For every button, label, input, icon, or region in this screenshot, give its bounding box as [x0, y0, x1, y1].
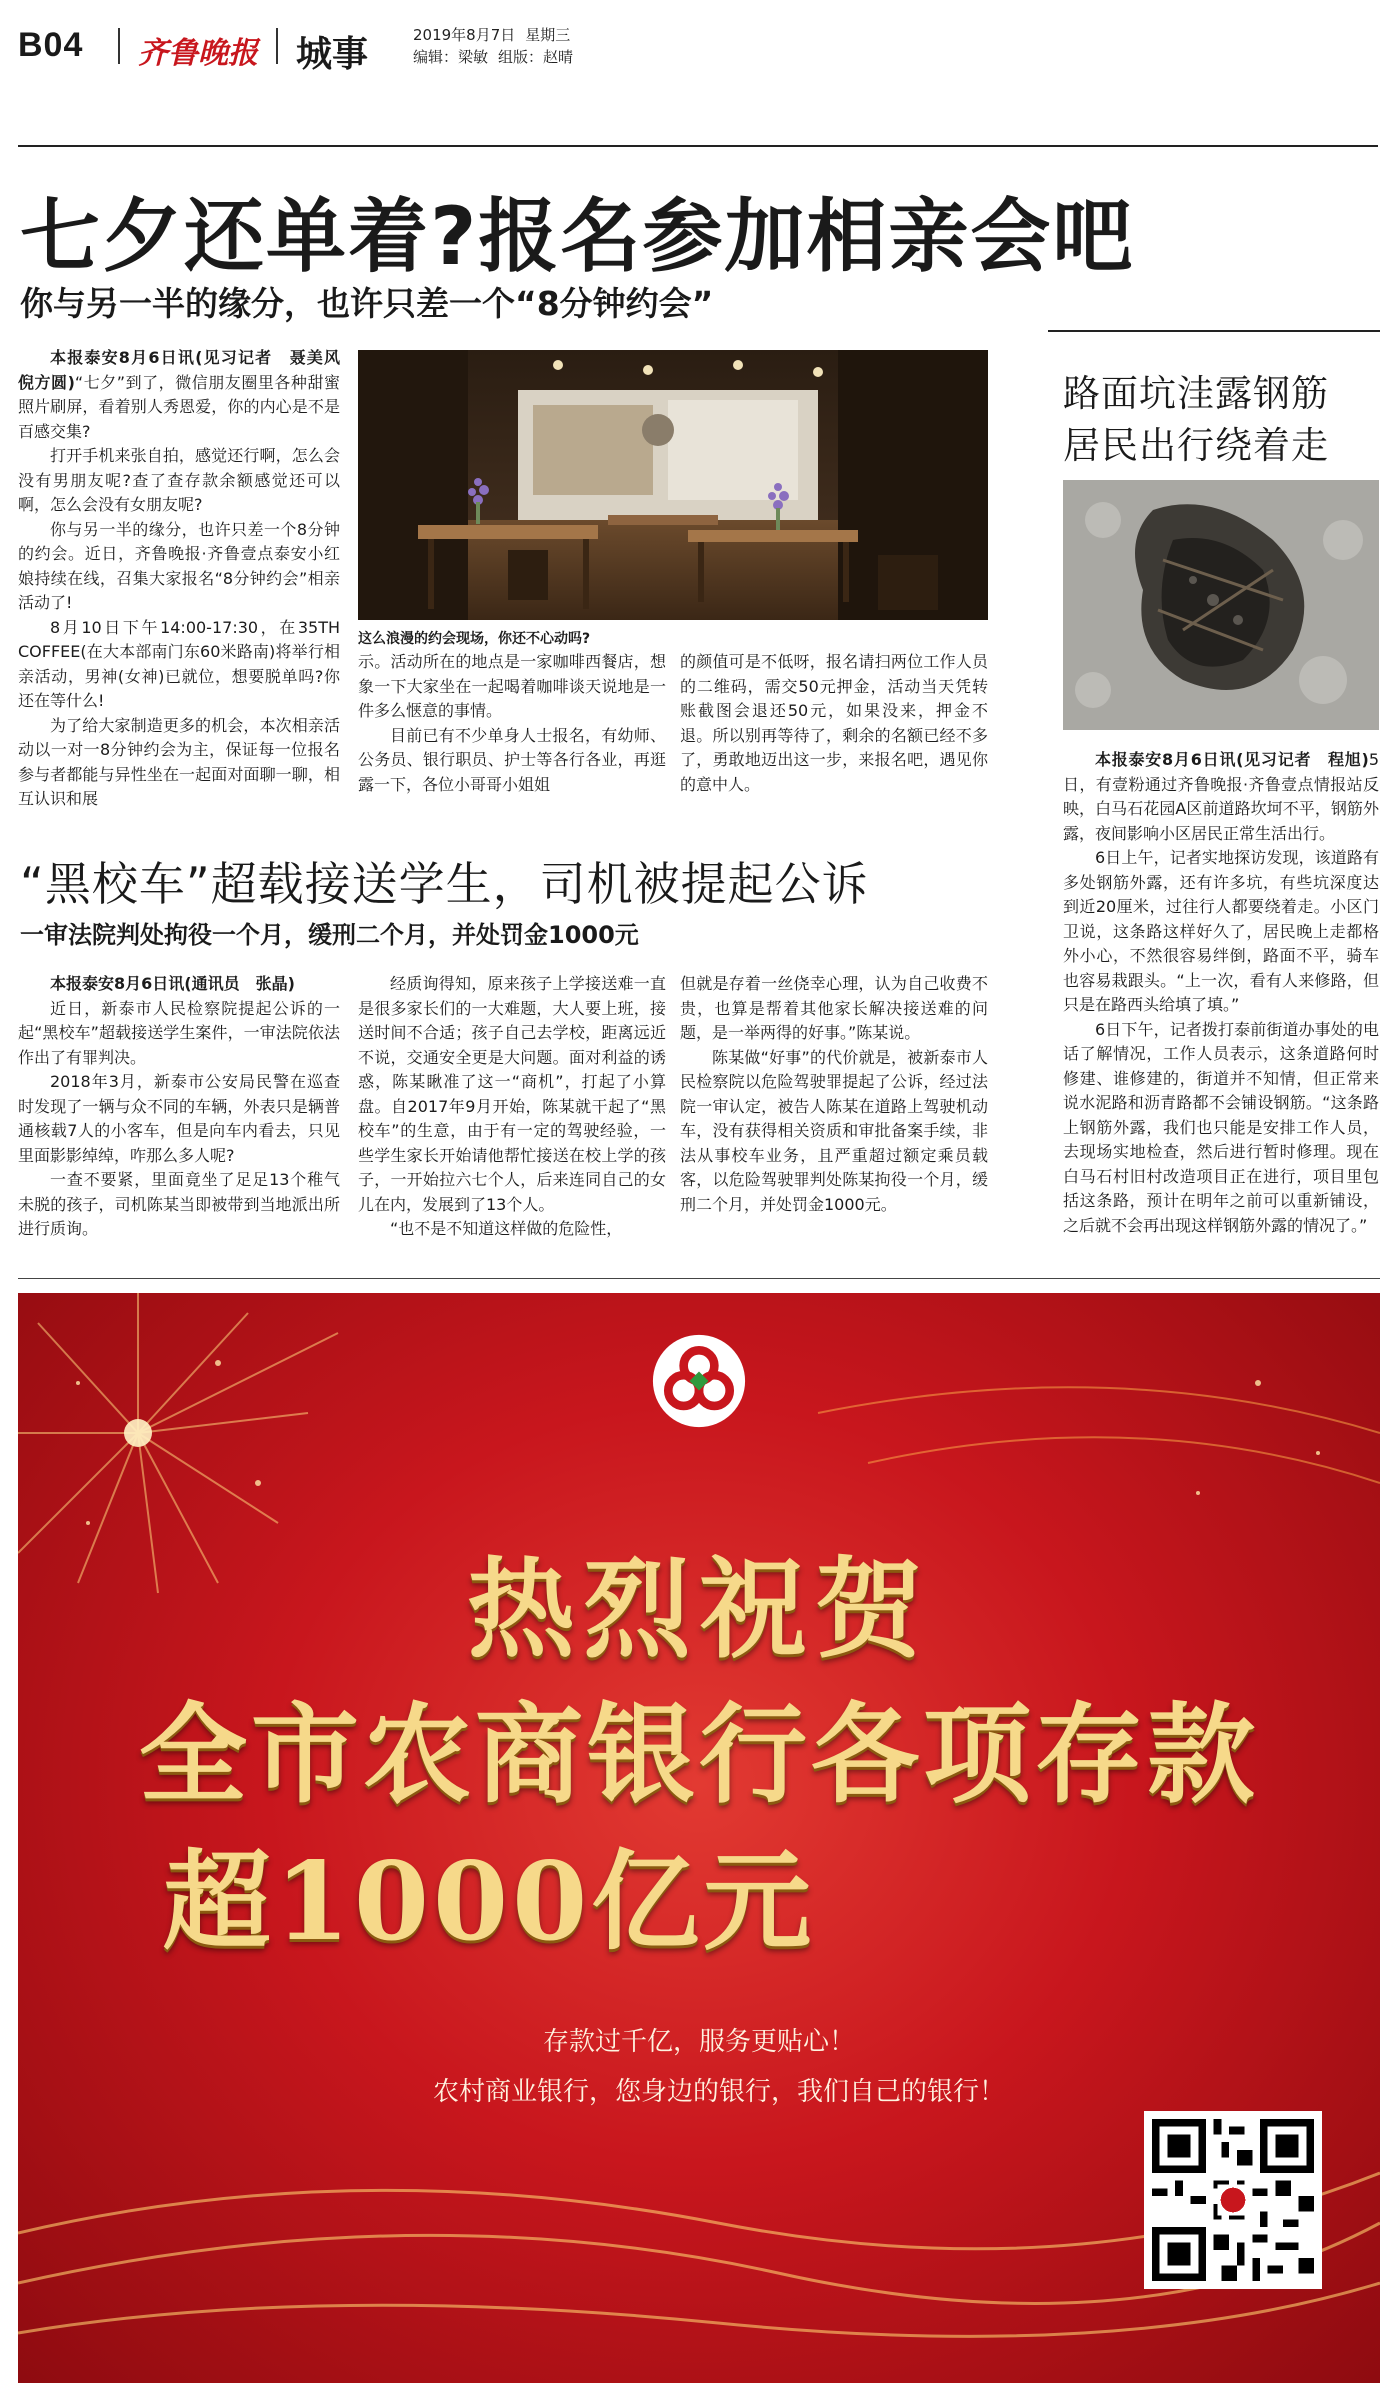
layout-credit: 组版：赵晴: [498, 48, 574, 66]
story1-byline: 本报泰安8月6日讯(见习记者 聂美风 倪方圆): [18, 348, 357, 392]
masthead: [18, 18, 1378, 76]
story2-byline: 本报泰安8月6日讯(通讯员 张晶): [50, 974, 295, 993]
issue-date: 2019年8月7日: [413, 26, 516, 44]
story2-paragraph: 经质询得知，原来孩子上学接送难一直是很多家长们的一大难题，大人要上班，接送时间不合适；孩子自己去学校，距离远近不说，交通安全更是大问题。面对利益的诱惑，陈某瞅准了这一“商机”，打起了小算盘。自2017年9月开始，陈某就干起了“黑校车”的生意，由于有一定的驾驶经验，一些学生家长开始请他帮忙接送在校上学的孩子，一开始拉六七个人，后来连同自己的女儿在内，发展到了13个人。: [358, 974, 666, 1214]
story3-paragraph: 5日，有壹粉通过齐鲁晚报·齐鲁壹点情报站反映，白马石花园A区前道路坎坷不平，钢筋外露，夜间影响小区居民正常生活出行。: [1063, 750, 1379, 843]
story1-paragraph: “七夕”到了，微信朋友圈里各种甜蜜照片刷屏，看着别人秀恩爱，你的内心是不是百感交集?: [18, 372, 340, 441]
ad-headline-line3: 超1000亿元: [162, 1839, 816, 1965]
story2-paragraph: 近日，新泰市人民检察院提起公诉的一起“黑校车”超载接送学生案件，一审法院依法作出了有罪判决。: [18, 998, 340, 1067]
bank-advertisement: [18, 1293, 1380, 2383]
ad-headline-line1: 热烈祝贺: [466, 1547, 931, 1673]
story3-paragraph: 6日下午，记者拨打泰前街道办事处的电话了解情况，工作人员表示，这条道路何时修建、谁修建的，街道并不知情，但正常来说水泥路和沥青路都不会铺设钢筋。“这条路上钢筋外露，我们也只能是安排工作人员，去现场实地检查，然后进行暂时修理。现在白马石村旧村改造项目正在进行，项目里包括这条路，预计在明年之前可以重新铺设，之后就不会再出现这样钢筋外露的情况了。”: [1063, 1019, 1379, 1235]
masthead-divider: [276, 28, 278, 64]
story2-paragraph: 一查不要紧，里面竟坐了足足13个稚气未脱的孩子，司机陈某当即被带到当地派出所进行质询。: [18, 1170, 340, 1238]
story1-headline: 七夕还单着?报名参加相亲会吧: [20, 190, 1135, 283]
cafe-photo-caption: 这么浪漫的约会现场，你还不心动吗?: [358, 631, 591, 647]
story2-headline: “黑校车”超载接送学生，司机被提起公诉: [20, 857, 869, 911]
story1-paragraph: 目前已有不少单身人士报名，有幼师、公务员、银行职员、护士等各行各业，再逛露一下，各位小哥哥小姐姐: [358, 725, 666, 794]
section-rule: [18, 1278, 1380, 1279]
editor-credit: 编辑：梁敏: [413, 48, 489, 66]
issue-weekday: 星期三: [525, 26, 571, 44]
story1-column-1: [18, 346, 357, 812]
qr-code[interactable]: [1144, 2111, 1322, 2289]
paper-logo: 齐鲁晚报: [138, 36, 258, 71]
story1-paragraph: 打开手机来张自拍，感觉还行啊，怎么会没有男朋友呢?查了查存款余额感觉还可以啊，怎么会没有女朋友呢?: [18, 446, 340, 514]
story1-paragraph: 你与另一半的缘分，也许只差一个8分钟的约会。近日，齐鲁晚报·齐鲁壹点泰安小红娘持续在线，召集大家报名“8分钟约会”相亲活动了!: [18, 519, 340, 612]
story2-paragraph: 2018年3月，新泰市公安局民警在巡查时发现了一辆与众不同的车辆，外表只是辆普通核载7人的小客车，但是向车内看去，只见里面影影绰绰，咋那么多人呢?: [18, 1072, 340, 1165]
story3-byline: 本报泰安8月6日讯(见习记者 程旭): [1095, 750, 1369, 769]
story3-headline-line2: 居民出行绕着走: [1063, 424, 1329, 467]
story3-paragraph: 6日上午，记者实地探访发现，该道路有多处钢筋外露，还有许多坑，有些坑深度达到近20厘米，过往行人都要绕着走。小区门卫说，这条路这样好久了，居民晚上走都格外小心，不然很容易绊倒，路面不平，骑车也容易栽跟头。“上一次，看有人来修路，但只是在路西头给填了填。”: [1063, 848, 1379, 1014]
story3-headline: [1063, 368, 1329, 472]
section-name: 城事: [296, 34, 369, 75]
story1-paragraph: 示。活动所在的地点是一家咖啡西餐店，想象一下大家坐在一起喝着咖啡谈天说地是一件多么惬意的事情。: [358, 652, 666, 720]
side-story-rule: [1048, 330, 1380, 332]
story1-column-2: [358, 650, 666, 797]
story2-column-2: [358, 972, 666, 1242]
ad-headline-line2: 全市农商银行各项存款: [138, 1692, 1259, 1818]
cafe-photo: [358, 350, 988, 620]
story3-body: [1063, 748, 1379, 1238]
story2-paragraph: 陈某做“好事”的代价就是，被新泰市人民检察院以危险驾驶罪提起了公诉，经过法院一审认定，被告人陈某在道路上驾驶机动车，没有获得相关资质和审批备案手续，非法从事校车业务，且严重超过额定乘员载客，以危险驾驶罪判处陈某拘役一个月，缓刑二个月，并处罚金1000元。: [680, 1047, 988, 1214]
story2-column-3: [680, 972, 988, 1217]
ad-slogan-2: 农村商业银行，您身边的银行，我们自己的银行！: [432, 2077, 1005, 2107]
road-photo: [1063, 480, 1379, 730]
masthead-rule: [18, 145, 1378, 147]
story2-subhead: 一审法院判处拘役一个月，缓刑二个月，并处罚金1000元: [20, 921, 639, 949]
story2-column-1: [18, 972, 340, 1242]
story2-paragraph: “也不是不知道这样做的危险性，: [390, 1219, 623, 1238]
story3-headline-line1: 路面坑洼露钢筋: [1063, 372, 1329, 415]
masthead-divider: [118, 28, 120, 64]
road-photo-image: [1063, 480, 1379, 730]
ad-slogan-1: 存款过千亿，服务更贴心！: [542, 2027, 855, 2057]
story1-paragraph: 8月10日下午14:00-17:30，在35TH COFFEE(在大本部南门东60米路南)将举行相亲活动，男神(女神)已就位，想要脱单吗?你还在等什么!: [18, 617, 340, 710]
cafe-photo-image: [358, 350, 988, 620]
story1-paragraph: 的颜值可是不低呀，报名请扫两位工作人员的二维码，需交50元押金，活动当天凭转账截图会退还50元，如果没来，押金不退。所以别再等待了，剩余的名额已经不多了，勇敢地迈出这一步，来报名吧，遇见你的意中人。: [680, 652, 988, 794]
story2-paragraph: 但就是存着一丝侥幸心理，认为自己收费不贵，也算是帮着其他家长解决接送难的问题，是一举两得的好事。”陈某说。: [680, 974, 988, 1042]
story1-column-3: [680, 650, 988, 797]
qr-code-icon: [1152, 2119, 1314, 2281]
story1-paragraph: 为了给大家制造更多的机会，本次相亲活动以一对一8分钟约会为主，保证每一位报名参与者都能与异性坐在一起面对面聊一聊，相互认识和展: [18, 715, 340, 808]
bank-logo-icon: [651, 1333, 747, 1429]
masthead-info: [413, 24, 583, 68]
story1-subhead: 你与另一半的缘分，也许只差一个“8分钟约会”: [20, 284, 714, 323]
page-number: B04: [18, 26, 84, 64]
